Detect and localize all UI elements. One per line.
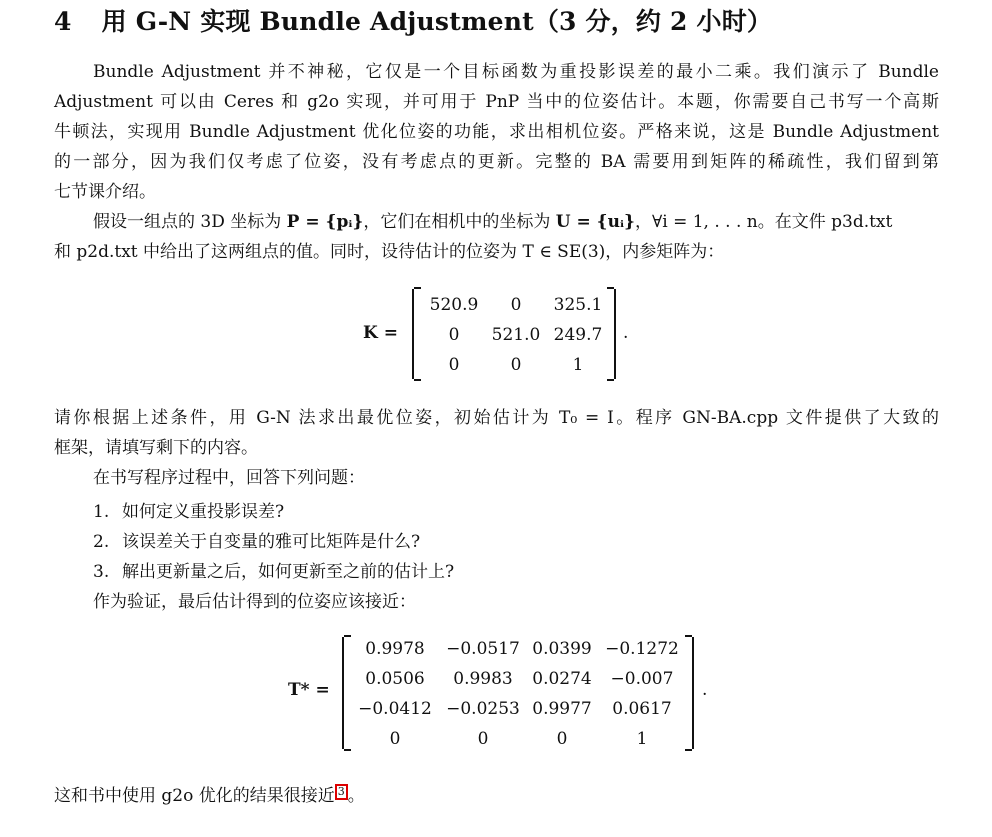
t-cell: 1 bbox=[636, 729, 648, 749]
t-cell: −0.007 bbox=[610, 669, 674, 689]
k-cell: 0 bbox=[448, 355, 460, 375]
t-cell: 0.0399 bbox=[532, 639, 592, 659]
t-cell: 0.9983 bbox=[453, 669, 513, 689]
matrix-t bbox=[342, 637, 694, 749]
intro-line-4: 的一部分，因为我们仅考虑了位姿，没有考虑点的更新。完整的 BA 需要用到矩阵的稀疏性，我们留到第 bbox=[54, 152, 939, 172]
question-item bbox=[93, 497, 284, 522]
question-number: 3. bbox=[93, 562, 110, 582]
k-cell: 0 bbox=[448, 325, 460, 345]
closing-line bbox=[54, 781, 365, 806]
task-line-2: 框架，请填写剩下的内容。 bbox=[54, 438, 258, 458]
t-cell: −0.0253 bbox=[446, 699, 520, 719]
t-cell: 0 bbox=[556, 729, 568, 749]
matrix-k-end: . bbox=[623, 323, 629, 343]
k-cell: 0 bbox=[510, 295, 522, 315]
question-number: 1. bbox=[93, 502, 110, 522]
k-cell: 249.7 bbox=[553, 325, 603, 345]
t-cell: −0.1272 bbox=[605, 639, 679, 659]
closing-end: 。 bbox=[347, 786, 365, 806]
t-cell: −0.0412 bbox=[358, 699, 432, 719]
setup-line-1 bbox=[54, 207, 939, 237]
k-cell: 325.1 bbox=[553, 295, 603, 315]
setup-text-b: ，它们在相机中的坐标为 bbox=[363, 212, 556, 232]
t-cell: 0 bbox=[477, 729, 489, 749]
question-item bbox=[93, 527, 420, 552]
t-cell: 0 bbox=[389, 729, 401, 749]
setup-text-a: 假设一组点的 3D 坐标为 bbox=[93, 212, 287, 232]
section-heading bbox=[54, 2, 772, 38]
intro-line-5: 七节课介绍。 bbox=[54, 182, 156, 202]
k-cell: 0 bbox=[510, 355, 522, 375]
points-set-formula: P = {pᵢ} bbox=[286, 212, 364, 232]
matrix-t-end: . bbox=[702, 680, 708, 700]
k-cell: 521.0 bbox=[491, 325, 541, 345]
question-text: 解出更新量之后，如何更新至之前的估计上? bbox=[122, 562, 455, 582]
matrix-k-label: K = bbox=[363, 323, 398, 343]
matrix-k bbox=[412, 289, 616, 379]
question-number: 2. bbox=[93, 532, 110, 552]
intro-line-2: Adjustment 可以由 Ceres 和 g2o 实现，并可用于 PnP 当中的位姿估计。本题，你需要自己书写一个高斯 bbox=[54, 92, 939, 112]
t-cell: 0.9977 bbox=[532, 699, 592, 719]
question-item bbox=[93, 557, 454, 582]
t-cell: 0.9978 bbox=[365, 639, 425, 659]
setup-paragraph bbox=[54, 207, 939, 267]
verify-text: 作为验证，最后估计得到的位姿应该接近： bbox=[93, 592, 416, 612]
coords-set-formula: U = {uᵢ} bbox=[555, 212, 635, 232]
setup-line-2: 和 p2d.txt 中给出了这两组点的值。同时，设待估计的位姿为 T ∈ SE(3)，内参矩阵为： bbox=[54, 242, 725, 262]
question-text: 如何定义重投影误差? bbox=[122, 502, 285, 522]
t-cell: 0.0506 bbox=[365, 669, 425, 689]
k-cell: 520.9 bbox=[429, 295, 479, 315]
t-cell: 0.0274 bbox=[532, 669, 592, 689]
footnote-marker[interactable]: 3 bbox=[335, 784, 348, 800]
k-cell: 1 bbox=[572, 355, 584, 375]
questions-intro: 在书写程序过程中，回答下列问题： bbox=[93, 468, 365, 488]
section-title: 用 G-N 实现 Bundle Adjustment（3 分，约 2 小时） bbox=[101, 7, 773, 36]
intro-line-1: Bundle Adjustment 并不神秘，它仅是一个目标函数为重投影误差的最小二乘。我们演示了 Bundle bbox=[93, 62, 939, 82]
t-cell: −0.0517 bbox=[446, 639, 520, 659]
closing-text: 这和书中使用 g2o 优化的结果很接近 bbox=[54, 786, 335, 806]
intro-line-3: 牛顿法，实现用 Bundle Adjustment 优化位姿的功能，求出相机位姿。严格来说，这是 Bundle Adjustment bbox=[54, 122, 939, 142]
setup-text-c: ，∀i = 1, . . . n。在文件 p3d.txt bbox=[634, 212, 893, 232]
question-text: 该误差关于自变量的雅可比矩阵是什么? bbox=[122, 532, 421, 552]
t-cell: 0.0617 bbox=[612, 699, 672, 719]
task-paragraph bbox=[54, 403, 939, 493]
section-number: 4 bbox=[54, 7, 72, 36]
intro-paragraph bbox=[54, 57, 939, 207]
matrix-t-label: T* = bbox=[288, 680, 330, 700]
task-line-1: 请你根据上述条件，用 G-N 法求出最优位姿，初始估计为 T₀ = I。程序 GN-BA.cpp 文件提供了大致的 bbox=[54, 408, 939, 428]
